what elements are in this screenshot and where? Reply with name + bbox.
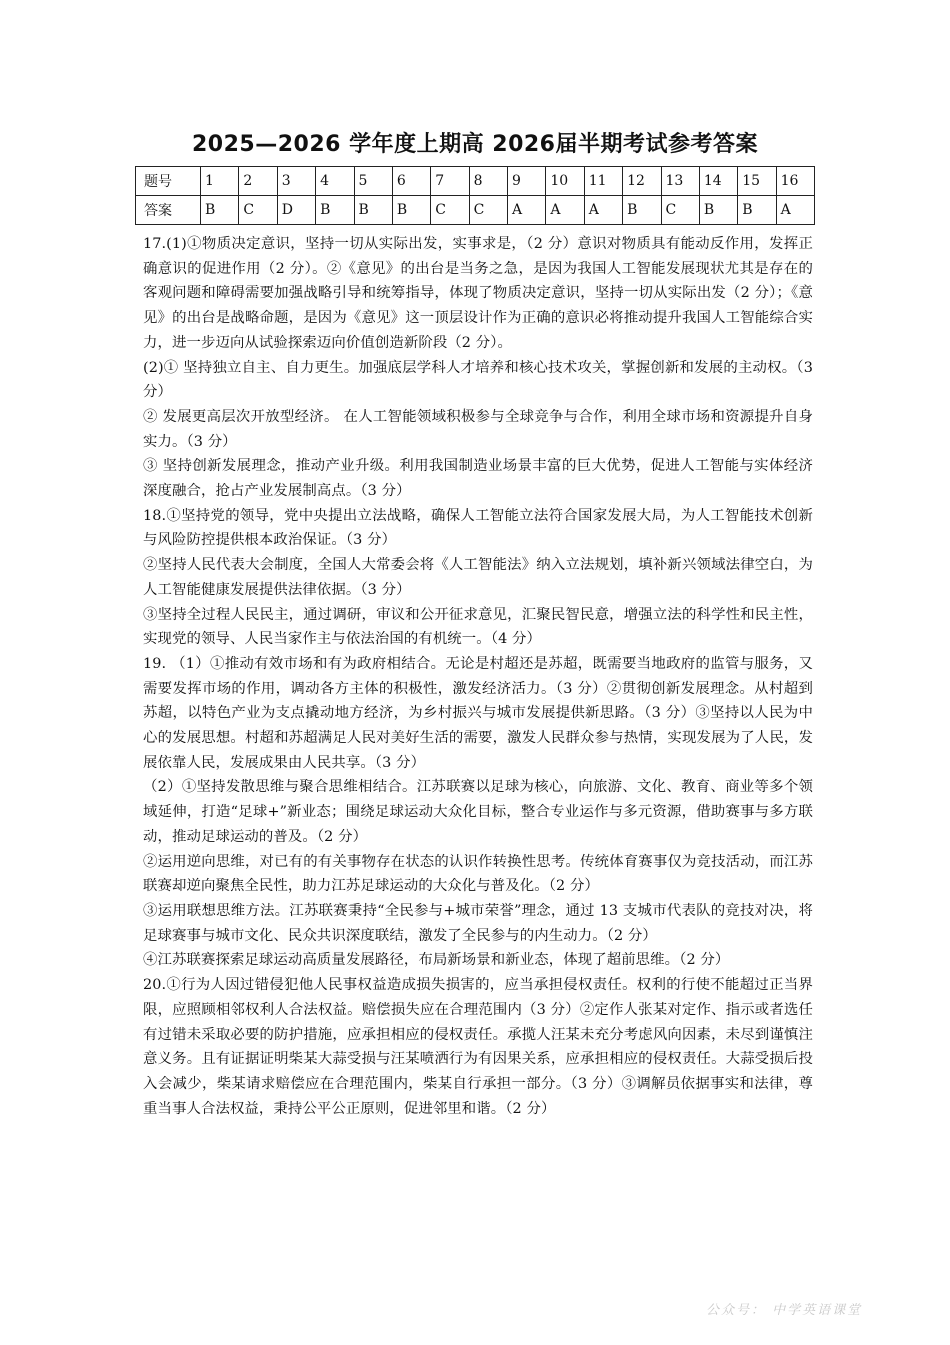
answer-cell: B: [354, 196, 392, 225]
answer-cell: B: [738, 196, 776, 225]
answer-17-part2-point1: (2)① 坚持独立自主、自力更生。加强底层学科人才培养和核心技术攻关，掌握创新和发展的主动权。（3 分）: [143, 359, 813, 401]
answer-18-point1: 18.①坚持党的领导，党中央提出立法战略，确保人工智能立法符合国家发展大局，为人工智能技术创新与风险防控提供根本政治保证。（3 分）: [143, 507, 813, 549]
answer-content: [143, 232, 813, 1121]
answer-19-part2-point2: ②运用逆向思维，对已有的有关事物存在状态的认识作转换性思考。传统体育赛事仅为竞技活动，而江苏联赛却逆向聚焦全民性，助力江苏足球运动的大众化与普及化。（2 分）: [143, 853, 813, 895]
answer-cell: A: [546, 196, 584, 225]
answer-cell: C: [431, 196, 469, 225]
question-number: 16: [776, 167, 814, 196]
question-number: 6: [392, 167, 430, 196]
question-number: 3: [277, 167, 315, 196]
question-number: 1: [201, 167, 239, 196]
answer-row: [136, 196, 815, 225]
answer-cell: A: [776, 196, 814, 225]
question-number-row: [136, 167, 815, 196]
answer-cell: C: [661, 196, 699, 225]
answer-cell: C: [239, 196, 277, 225]
answer-19-part2-point4: ④江苏联赛探索足球运动高质量发展路径，布局新场景和新业态，体现了超前思维。（2 分）: [143, 952, 730, 969]
question-number: 10: [546, 167, 584, 196]
answer-19-part2-point1: （2）①坚持发散思维与聚合思维相结合。江苏联赛以足球为核心，向旅游、文化、教育、商业等多个领域延伸，打造“足球+”新业态；围绕足球运动大众化目标，整合专业运作与多元资源，借助赛事与多方联动，推动足球运动的普及。（2 分）: [143, 779, 813, 845]
answer-cell: B: [201, 196, 239, 225]
answer-cell: D: [277, 196, 315, 225]
watermark: 公众号： 中学英语课堂: [706, 1303, 863, 1318]
answer-18-point3: ③坚持全过程人民民主，通过调研，审议和公开征求意见，汇聚民智民意，增强立法的科学性和民主性，实现党的领导、人民当家作主与依法治国的有机统一。（4 分）: [143, 606, 813, 648]
question-number: 8: [469, 167, 507, 196]
answer-table: [135, 166, 815, 225]
answer-17-part2-point2: ② 发展更高层次开放型经济。 在人工智能领域积极参与全球竞争与合作，利用全球市场和资源提升自身实力。（3 分）: [143, 408, 813, 450]
row-label-question: 题号: [136, 167, 201, 196]
question-number: 14: [699, 167, 737, 196]
answer-20: 20.①行为人因过错侵犯他人民事权益造成损失损害的，应当承担侵权责任。权利的行使不能超过正当界限，应照顾相邻权利人合法权益。赔偿损失应在合理范围内（3 分）②定作人张某对定作、指示或者选任有过错未采取必要的防护措施，应承担相应的侵权责任。承揽人汪某未充分考虑风向因素，未尽到谨慎注意义务。且有证据证明柴某大蒜受损与汪某喷洒行为有因果关系，应承担相应的侵权责任。大蒜受损后投入会减少，柴某请求赔偿应在合理范围内，柴某自行承担一部分。（3 分）③调解员依据事实和法律，尊重当事人合法权益，秉持公平公正原则，促进邻里和谐。（2 分）: [143, 977, 813, 1117]
row-label-answer: 答案: [136, 196, 201, 225]
answer-18-point2: ②坚持人民代表大会制度，全国人大常委会将《人工智能法》纳入立法规划，填补新兴领域法律空白，为人工智能健康发展提供法律依据。（3 分）: [143, 557, 813, 598]
answer-17-part1: 17.(1)①物质决定意识，坚持一切从实际出发，实事求是，（2 分）意识对物质具有能动反作用，发挥正确意识的促进作用（2 分）。②《意见》的出台是当务之急，是因为我国人工智能发展现状尤其是存在的客观问题和障碍需要加强战略引导和统筹指导，体现了物质决定意识，坚持一切从实际出发（2 分）；《意见》的出台是战略命题，是因为《意见》这一顶层设计作为正确的意识必将推动提升我国人工智能综合实力，进一步迈向从试验探索迈向价值创造新阶段（2 分）。: [143, 236, 813, 351]
answer-cell: C: [469, 196, 507, 225]
question-number: 5: [354, 167, 392, 196]
answer-cell: A: [584, 196, 622, 225]
question-number: 15: [738, 167, 776, 196]
page-title: 2025—2026 学年度上期高 2026届半期考试参考答案: [191, 132, 758, 157]
answer-cell: B: [699, 196, 737, 225]
question-number: 4: [316, 167, 354, 196]
answer-cell: A: [508, 196, 546, 225]
question-number: 7: [431, 167, 469, 196]
question-number: 13: [661, 167, 699, 196]
question-number: 12: [623, 167, 661, 196]
answer-19-part2-point3: ③运用联想思维方法。江苏联赛秉持“全民参与+城市荣誉”理念，通过 13 支城市代表队的竞技对决，将足球赛事与城市文化、民众共识深度联结，激发了全民参与的内生动力。（2 分）: [143, 902, 813, 944]
answer-19-part1: 19. （1）①推动有效市场和有为政府相结合。无论是村超还是苏超，既需要当地政府的监管与服务，又需要发挥市场的作用，调动各方主体的积极性，激发经济活力。（3 分）②贯彻创新发展理念。从村超到苏超，以特色产业为支点撬动地方经济，为乡村振兴与城市发展提供新思路。（3 分）③坚持以人民为中心的发展思想。村超和苏超满足人民对美好生活的需要，激发人民群众参与热情，实现发展为了人民，发展依靠人民，发展成果由人民共享。（3 分）: [143, 655, 813, 771]
answer-cell: B: [623, 196, 661, 225]
question-number: 2: [239, 167, 277, 196]
question-number: 9: [508, 167, 546, 196]
answer-17-part2-point3: ③ 坚持创新发展理念，推动产业升级。利用我国制造业场景丰富的巨大优势，促进人工智能与实体经济深度融合，抢占产业发展制高点。（3 分）: [143, 458, 813, 500]
question-number: 11: [584, 167, 622, 196]
answer-cell: B: [316, 196, 354, 225]
answer-cell: B: [392, 196, 430, 225]
